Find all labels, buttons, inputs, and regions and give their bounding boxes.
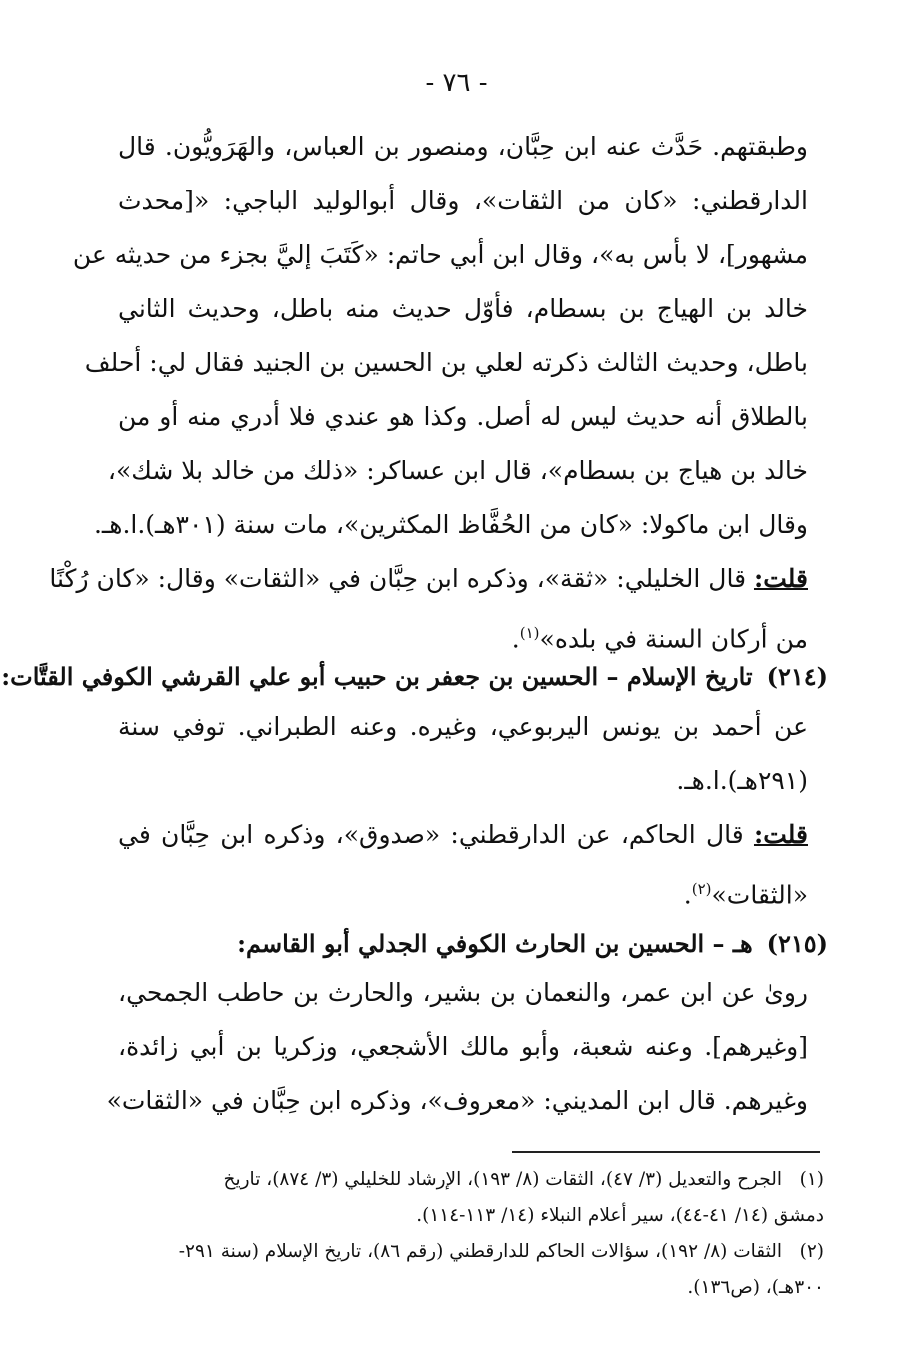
footnote-text: دمشق (١٤/ ٤١-٤٤)، سير أعلام النبلاء (١٤/ ١١٣-١١٤).	[416, 1205, 824, 1226]
text-line: الدارقطني: «كان من الثقات»، وقال أبوالوليد الباجي: «[محدث	[118, 186, 808, 215]
qult-text: «الثقات»	[711, 880, 808, 910]
entry-213-body	[49, 120, 808, 660]
entry-title: تاريخ الإسلام – الحسين بن جعفر بن حبيب أبو علي القرشي الكوفي القتَّات:	[1, 662, 753, 691]
footnote-number: (٢)	[799, 1241, 824, 1262]
footnotes	[118, 1162, 824, 1306]
text-line: [وغيرهم]. وعنه شعبة، وأبو مالك الأشجعي، وزكريا بن أبي زائدة،	[118, 1032, 808, 1061]
text-line: (٢٩١هـ).ا.هـ.	[676, 766, 808, 795]
footnote-separator	[512, 1151, 820, 1153]
qult-line-end	[118, 862, 808, 916]
text-line: بالطلاق أنه حديث ليس له أصل. وكذا هو عندي فلا أدري منه أو من	[118, 402, 808, 431]
text-line: وطبقتهم. حَدَّث عنه ابن حِبَّان، ومنصور بن العباس، والهَرَويُّون. قال	[118, 132, 808, 161]
entry-215-body	[106, 966, 808, 1128]
footnote-text: ٣٠٠هـ)، (ص١٣٦).	[687, 1277, 824, 1298]
entry-214-body	[118, 700, 808, 916]
footnote-1	[118, 1162, 824, 1198]
text-line: عن أحمد بن يونس اليربوعي، وغيره. وعنه الطبراني. توفي سنة	[118, 712, 808, 741]
footnote-ref: (٢)	[691, 880, 712, 898]
text-line: باطل، وحديث الثالث ذكرته لعلي بن الحسين بن الجنيد فقال لي: أحلف	[84, 348, 808, 377]
footnote-2	[118, 1234, 824, 1270]
footnote-ref: (١)	[519, 624, 540, 642]
qult-text: من أركان السنة في بلده»	[539, 624, 808, 654]
entry-number: (٢١٤)	[766, 662, 828, 691]
entry-number: (٢١٥)	[766, 929, 828, 958]
footnote-text: الثقات (٨/ ١٩٢)، سؤالات الحاكم للدارقطني (رقم ٨٦)، تاريخ الإسلام (سنة ٢٩١-	[178, 1241, 782, 1262]
punctuation: .	[511, 624, 520, 654]
qult-line	[118, 808, 808, 862]
text-line: روىٰ عن ابن عمر، والنعمان بن بشير، والحارث بن حاطب الجمحي،	[118, 978, 808, 1007]
footnote-number: (١)	[799, 1169, 824, 1190]
qult-line-end	[118, 606, 808, 660]
text-line: وغيرهم. قال ابن المديني: «معروف»، وذكره ابن حِبَّان في «الثقات»	[106, 1086, 808, 1115]
text-line: خالد بن هياج بن بسطام»، قال ابن عساكر: «ذلك من خالد بلا شك»،	[107, 456, 808, 485]
entry-214-heading	[1, 657, 828, 697]
footnote-1-cont	[118, 1198, 824, 1234]
qult-text: قال الخليلي: «ثقة»، وذكره ابن حِبَّان في «الثقات» وقال: «كان رُكْنًا	[49, 564, 754, 593]
text-line: وقال ابن ماكولا: «كان من الحُفَّاظ المكثرين»، مات سنة (٣٠١هـ).ا.هـ.	[93, 510, 808, 539]
qult-text: قال الحاكم، عن الدارقطني: «صدوق»، وذكره ابن حِبَّان في	[118, 820, 754, 849]
qult-label: قلت:	[753, 564, 808, 593]
entry-215-heading	[118, 924, 828, 964]
footnote-text: الجرح والتعديل (٣/ ٤٧)، الثقات (٨/ ١٩٣)، الإرشاد للخليلي (٣/ ٨٧٤)، تاريخ	[223, 1169, 782, 1190]
text-line: مشهور]، لا بأس به»، وقال ابن أبي حاتم: «كَتَبَ إليَّ بجزء من حديثه عن	[72, 240, 808, 269]
entry-title: هـ – الحسين بن الحارث الكوفي الجدلي أبو القاسم:	[237, 929, 753, 958]
page-number: - ٧٦ -	[425, 68, 488, 98]
punctuation: .	[683, 880, 692, 910]
qult-label: قلت:	[753, 820, 808, 849]
footnote-2-cont	[118, 1270, 824, 1306]
text-line: خالد بن الهياج بن بسطام، فأوّل حديث منه باطل، وحديث الثاني	[118, 294, 808, 323]
qult-line	[49, 552, 808, 606]
